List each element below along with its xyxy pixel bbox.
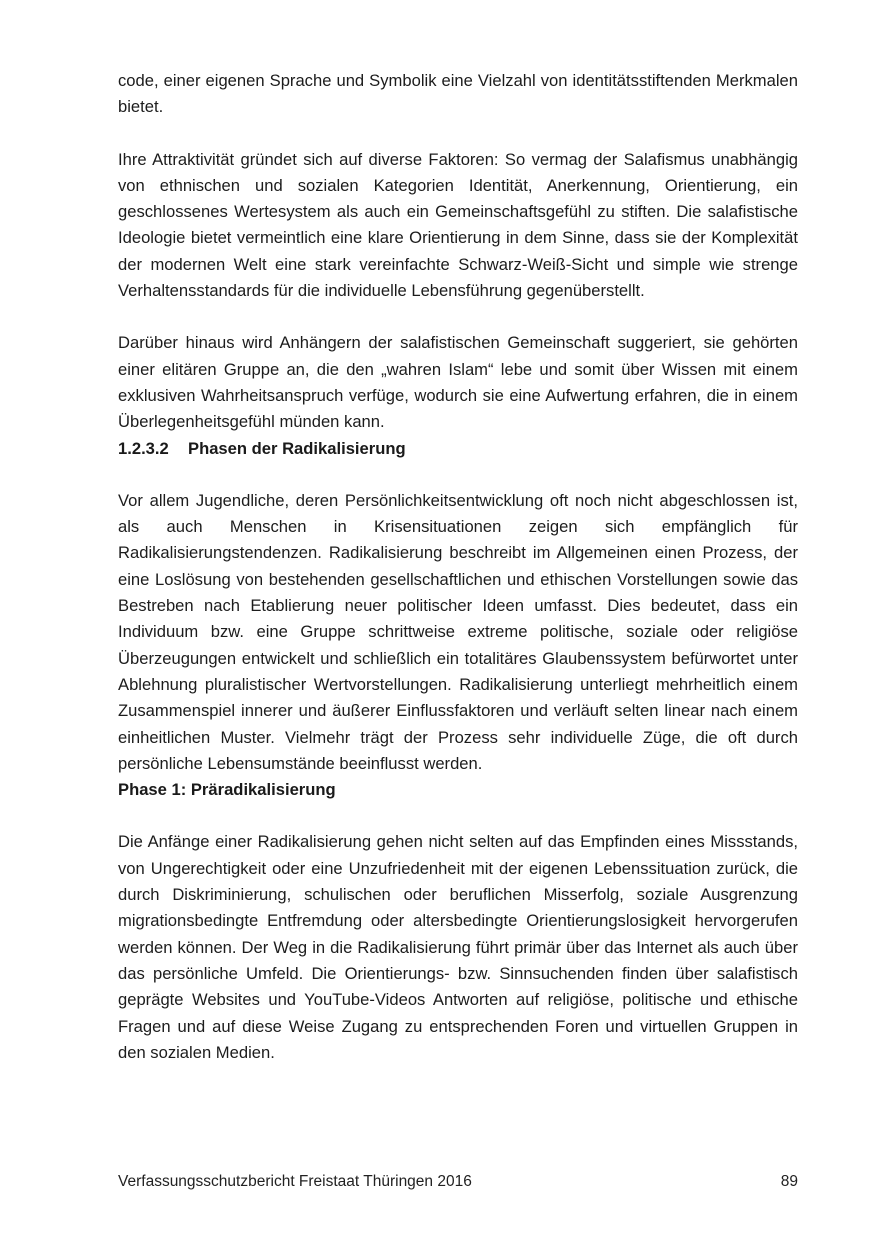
paragraph-pre-radicalization: Die Anfänge einer Radikalisierung gehen nicht selten auf das Empfinden eines Missstands, von Ungerechtigkeit oder eine Unzufriedenheit mit der eigenen Lebenssituation zurück, die durch Diskriminierung, schulischen oder beruflichen Misserfolg, soziale Ausgrenzung migrationsbedingte Entfremdung oder altersbedingte Orientierungslosigkeit hervorgerufen werden können. Der Weg in die Radikalisierung führt primär über das Internet als auch über das persönliche Umfeld. Die Orientierungs- bzw. Sinnsuchenden finden über salafistisch geprägte Websites und YouTube-Videos Antworten auf religiöse, politische und ethische Fragen und auf diese Weise Zugang zu entsprechenden Foren und virtuellen Gruppen in den sozialen Medien. (118, 832, 798, 1062)
paragraph-attractiveness: Ihre Attraktivität gründet sich auf diverse Faktoren: So vermag der Salafismus unabhängig von ethnischen und sozialen Kategorien Identität, Anerkennung, Orientierung, ein geschlossenes Wertesystem als auch ein Gemeinschaftsgefühl zu stiften. Die salafistische Ideologie bietet vermeintlich eine klare Orientierung in dem Sinne, dass sie der Komplexität der modernen Welt eine stark vereinfachte Schwarz-Weiß-Sicht und simple wie strenge Verhaltensstandards für die individuelle Lebensführung gegenüberstellt. (118, 149, 798, 301)
subheading-phase-1: Phase 1: Präradikalisierung (118, 780, 336, 800)
section-heading (118, 436, 798, 462)
page-body (118, 68, 798, 1066)
section-number: 1.2.3.2 (118, 438, 169, 458)
paragraph-intro-continuation: code, einer eigenen Sprache und Symbolik eine Vielzahl von identitätsstiftenden Merkmalen bietet. (118, 71, 798, 117)
paragraph-elite-group: Darüber hinaus wird Anhängern der salafistischen Gemeinschaft suggeriert, sie gehörten einer elitären Gruppe an, die den „wahren Islam“ lebe und somit über Wissen mit einem exklusiven Wahrheitsanspruch verfüge, wodurch sie eine Aufwertung erfahren, die in einem Überlegenheitsgefühl münden kann. (118, 333, 798, 432)
paragraph-radicalization-process: Vor allem Jugendliche, deren Persönlichkeitsentwicklung oft noch nicht abgeschlossen ist, als auch Menschen in Krisensituationen zeigen sich empfänglich für Radikalisierungstendenzen. Radikalisierung beschreibt im Allgemeinen einen Prozess, der eine Loslösung von bestehenden gesellschaftlichen und ethischen Vorstellungen sowie das Bestreben nach Etablierung neuer politischer Ideen umfasst. Dies bedeutet, dass ein Individuum bzw. eine Gruppe schrittweise extreme politische, soziale oder religiöse Überzeugungen entwickelt und schließlich ein totalitäres Glaubenssystem befürwortet unter Ablehnung pluralistischer Wertvorstellungen. Radikalisierung unterliegt mehrheitlich einem Zusammenspiel innerer und äußerer Einflussfaktoren und verläuft selten linear nach einem einheitlichen Muster. Vielmehr trägt der Prozess sehr individuelle Züge, die oft durch persönliche Lebensumstände beeinflusst werden. (118, 490, 798, 773)
page-footer (118, 1170, 798, 1194)
section-title: Phasen der Radikalisierung (188, 438, 406, 458)
page-number: 89 (780, 1173, 798, 1190)
footer-publication-title: Verfassungsschutzbericht Freistaat Thüringen 2016 (118, 1173, 472, 1190)
